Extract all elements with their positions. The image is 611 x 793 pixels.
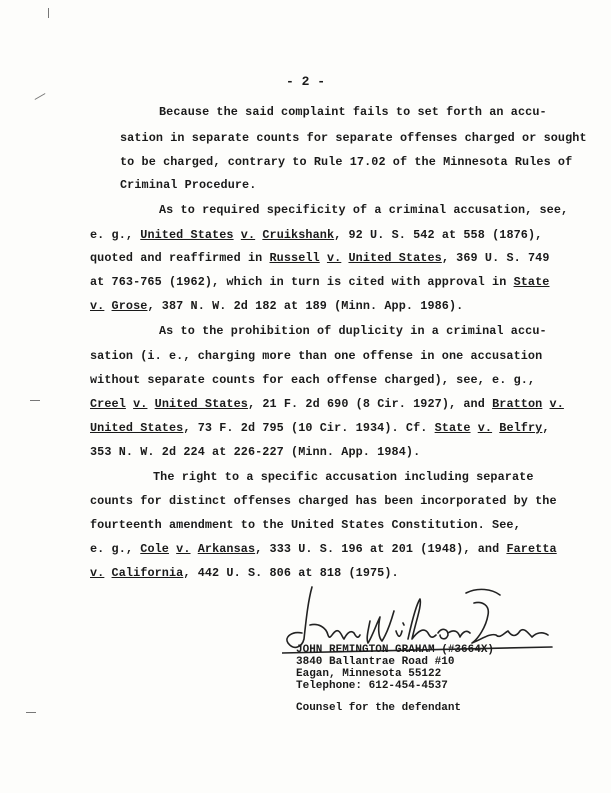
case-name: Creel [90,397,126,411]
scan-mark [48,8,49,18]
case-name: v. [326,251,342,265]
scan-mark [30,400,40,401]
text-line: Creel v. United States, 21 F. 2d 690 (8 Cir. 1927), and Bratton v. [90,397,564,411]
text-line: fourteenth amendment to the United States Constitution. See, [90,518,521,532]
case-name: Belfry [499,421,543,435]
text-line: United States, 73 F. 2d 795 (10 Cir. 1934). Cf. State v. Belfry, [90,421,550,435]
case-name: United States [140,228,234,242]
case-name: v. [90,299,105,313]
text-line: to be charged, contrary to Rule 17.02 of the Minnesota Rules of [120,155,573,169]
case-name: Arkansas [197,542,256,556]
case-name: Russell [269,251,320,265]
text-line: As to the prohibition of duplicity in a criminal accu- [159,324,547,338]
text-line: quoted and reaffirmed in Russell v. United States, 369 U. S. 749 [90,251,550,265]
text-line: sation in separate counts for separate offenses charged or sought [120,131,587,145]
attorney-address-line2: Eagan, Minnesota 55122 [296,668,442,680]
case-name: v. [240,228,256,242]
case-name: Grose [111,299,148,313]
text-line: Criminal Procedure. [120,178,257,192]
scan-mark [26,712,36,713]
case-name: State [513,275,550,289]
text-line: Because the said complaint fails to set forth an accu- [159,105,547,119]
case-name: v. [549,397,564,411]
text-line: counts for distinct offenses charged has been incorporated by the [90,494,557,508]
case-name: v. [133,397,148,411]
case-name: Faretta [506,542,557,556]
text-line: As to required specificity of a criminal accusation, see, [159,203,569,217]
case-name: United States [90,421,184,435]
text-line: e. g., United States v. Cruikshank, 92 U. S. 542 at 558 (1876), [90,228,543,242]
case-name: Bratton [492,397,543,411]
text-line: sation (i. e., charging more than one offense in one accusation [90,349,543,363]
case-name: Cruikshank [262,228,335,242]
page-number: - 2 - [285,74,325,89]
attorney-address-line1: 3840 Ballantrae Road #10 [296,656,455,668]
text-line: The right to a specific accusation including separate [153,470,534,484]
text-line: v. Grose, 387 N. W. 2d 182 at 189 (Minn. App. 1986). [90,299,464,313]
case-name: Cole [140,542,169,556]
text-line: 353 N. W. 2d 224 at 226-227 (Minn. App. 1984). [90,445,421,459]
attorney-telephone: Telephone: 612-454-4537 [296,680,448,692]
case-name: United States [348,251,442,265]
attorney-name: JOHN REMINGTON GRAHAM (#3664X) [296,644,495,656]
text-line: at 763-765 (1962), which in turn is cited with approval in State [90,275,550,289]
text-line: without separate counts for each offense charged), see, e. g., [90,373,536,387]
case-name: v. [477,421,493,435]
text-line: v. California, 442 U. S. 806 at 818 (1975). [90,566,399,580]
case-name: v. [90,566,105,580]
attorney-role: Counsel for the defendant [296,702,462,714]
scan-mark [35,93,46,100]
case-name: California [111,566,184,580]
case-name: United States [154,397,248,411]
text-line: e. g., Cole v. Arkansas, 333 U. S. 196 at 201 (1948), and Faretta [90,542,557,556]
case-name: State [434,421,471,435]
case-name: v. [176,542,191,556]
